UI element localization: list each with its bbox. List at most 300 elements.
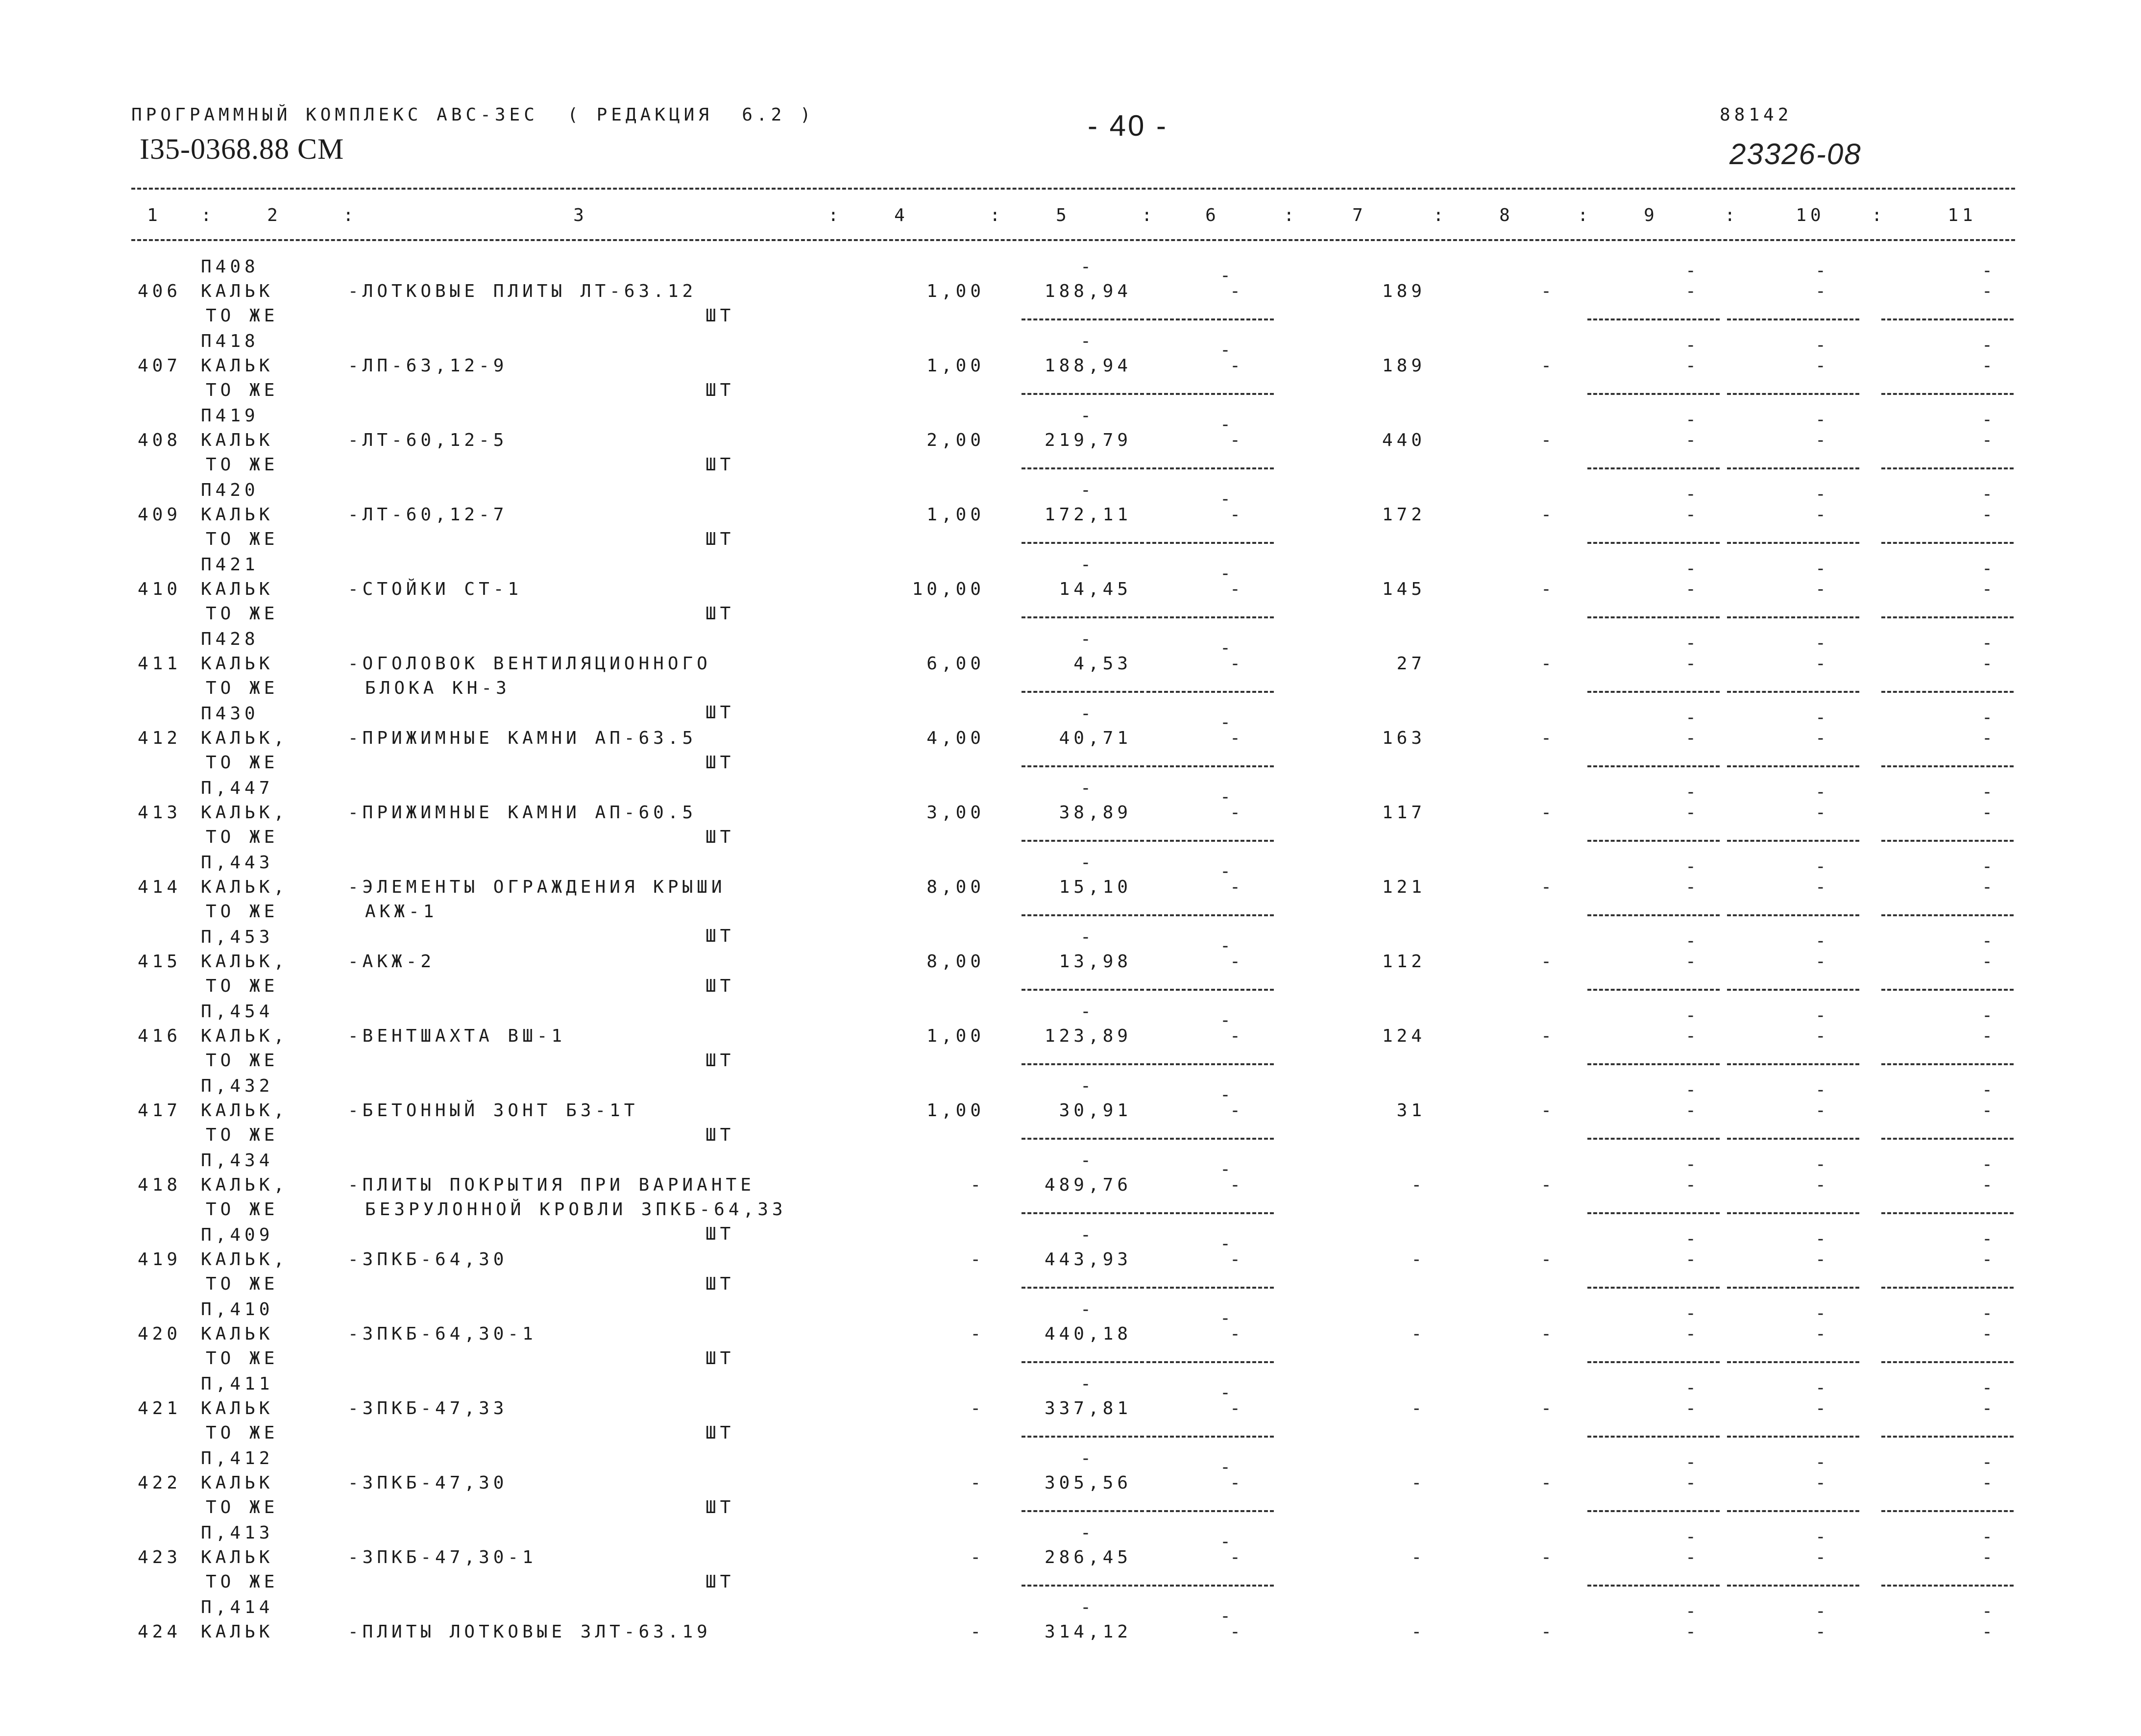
code-label: КАЛЬК xyxy=(201,505,274,525)
dash-mark: - xyxy=(1230,1249,1244,1270)
item-name: -БЕТОННЫЙ ЗОНТ БЗ-1Т xyxy=(348,1100,639,1121)
quantity: 1,00 xyxy=(926,1026,985,1046)
ref-number: П,454 xyxy=(201,1002,274,1022)
column-header-2: 2 xyxy=(267,205,282,225)
dash-mark: - xyxy=(1815,1249,1830,1270)
dash-mark: - xyxy=(1230,281,1244,301)
dash-mark: - xyxy=(1220,1159,1235,1179)
quantity: - xyxy=(970,1547,985,1567)
subtotal-underline xyxy=(1587,914,1720,916)
ref-number: П,447 xyxy=(201,778,274,798)
dash-mark: - xyxy=(1815,430,1830,450)
unit-price: 38,89 xyxy=(1059,803,1132,823)
row-number: 406 xyxy=(137,281,181,301)
unit-price: 489,76 xyxy=(1044,1175,1132,1195)
item-name: -СТОЙКИ СТ-1 xyxy=(348,579,523,599)
subtotal-underline xyxy=(1587,467,1720,469)
unit-price: 188,94 xyxy=(1044,356,1132,376)
code-label: ТО ЖЕ xyxy=(206,1274,279,1294)
dash-mark: - xyxy=(1220,1085,1235,1105)
subtotal-underline xyxy=(1146,1212,1274,1214)
subtotal-underline xyxy=(1881,914,2014,916)
ref-number: П418 xyxy=(201,331,259,351)
column-separator: : xyxy=(828,205,841,225)
unit-label: ШТ xyxy=(706,1348,735,1369)
unit-price: 443,93 xyxy=(1044,1249,1132,1270)
code-label: ТО ЖЕ xyxy=(206,306,279,326)
dash-mark: - xyxy=(1982,877,1996,897)
dash-mark: - xyxy=(1982,1527,1996,1547)
unit-price: 15,10 xyxy=(1059,877,1132,897)
dash-mark: - xyxy=(1080,853,1095,873)
dash-mark: - xyxy=(1541,1026,1556,1046)
dash-mark: - xyxy=(1815,1175,1830,1195)
dash-mark: - xyxy=(1815,1005,1830,1026)
subtotal-underline xyxy=(1022,1436,1144,1438)
dash-mark: - xyxy=(1685,579,1700,599)
dash-mark: - xyxy=(1080,480,1095,500)
subtotal-underline xyxy=(1146,1063,1274,1065)
code-label: ТО ЖЕ xyxy=(206,1572,279,1592)
dash-mark: - xyxy=(1685,410,1700,430)
quantity: 8,00 xyxy=(926,952,985,972)
dash-mark: - xyxy=(1685,1026,1700,1046)
dash-mark: - xyxy=(1220,1234,1235,1254)
code-label: КАЛЬК, xyxy=(201,803,289,823)
dash-mark: - xyxy=(1230,1547,1244,1567)
dash-mark: - xyxy=(1685,1324,1700,1344)
dash-mark: - xyxy=(1815,505,1830,525)
code-label: КАЛЬК, xyxy=(201,728,289,748)
dash-mark: - xyxy=(1230,1026,1244,1046)
row-number: 410 xyxy=(137,579,181,599)
dash-mark: - xyxy=(1815,579,1830,599)
row-number: 414 xyxy=(137,877,181,897)
dash-mark: - xyxy=(1982,261,1996,281)
dash-mark: - xyxy=(1982,803,1996,823)
total-value: 163 xyxy=(1382,728,1426,748)
subtotal-underline xyxy=(1881,840,2014,842)
code-label: ТО ЖЕ xyxy=(206,1125,279,1145)
subtotal-underline xyxy=(1587,616,1720,618)
subtotal-underline xyxy=(1022,1510,1144,1512)
row-number: 412 xyxy=(137,728,181,748)
unit-label: ШТ xyxy=(706,1125,735,1145)
subtotal-underline xyxy=(1146,318,1274,320)
item-name: -ЛТ-60,12-5 xyxy=(348,430,508,450)
subtotal-underline xyxy=(1146,989,1274,991)
quantity: 3,00 xyxy=(926,803,985,823)
unit-price: 4,53 xyxy=(1073,654,1132,674)
item-name: -ПРИЖИМНЫЕ КАМНИ АП-63.5 xyxy=(348,728,697,748)
dash-mark: - xyxy=(1685,877,1700,897)
item-name: -АКЖ-2 xyxy=(348,952,436,972)
subtotal-underline xyxy=(1587,1585,1720,1587)
dash-mark: - xyxy=(1815,356,1830,376)
subtotal-underline xyxy=(1022,616,1144,618)
total-value: 112 xyxy=(1382,952,1426,972)
dash-mark: - xyxy=(1982,1452,1996,1472)
dash-mark: - xyxy=(1080,331,1095,351)
subtotal-underline xyxy=(1587,318,1720,320)
dash-mark: - xyxy=(1982,1100,1996,1121)
quantity: 10,00 xyxy=(912,579,985,599)
dash-mark: - xyxy=(1685,1175,1700,1195)
row-number: 417 xyxy=(137,1100,181,1121)
subtotal-underline xyxy=(1146,393,1274,395)
dash-mark: - xyxy=(1982,1601,1996,1621)
dash-mark: - xyxy=(1815,1229,1830,1249)
unit-price: 286,45 xyxy=(1044,1547,1132,1567)
ref-number: П,411 xyxy=(201,1374,274,1394)
code-label: ТО ЖЕ xyxy=(206,380,279,400)
dash-mark: - xyxy=(1220,1532,1235,1552)
code-label: ТО ЖЕ xyxy=(206,529,279,549)
code-label: ТО ЖЕ xyxy=(206,1423,279,1443)
row-number: 415 xyxy=(137,952,181,972)
dash-mark: - xyxy=(1982,708,1996,728)
subtotal-underline xyxy=(1022,1287,1144,1289)
dash-mark: - xyxy=(1080,704,1095,724)
dash-mark: - xyxy=(1685,1229,1700,1249)
handwritten-number: 23326-08 xyxy=(1729,138,1862,171)
code-label: КАЛЬК xyxy=(201,579,274,599)
subtotal-underline xyxy=(1587,1138,1720,1140)
quantity: 6,00 xyxy=(926,654,985,674)
code-label: КАЛЬК xyxy=(201,654,274,674)
subtotal-underline xyxy=(1146,1585,1274,1587)
dash-mark: - xyxy=(1982,484,1996,504)
dash-mark: - xyxy=(1080,1448,1095,1468)
code-label: КАЛЬК xyxy=(201,430,274,450)
dash-mark: - xyxy=(1815,1100,1830,1121)
dash-mark: - xyxy=(1220,936,1235,956)
dash-mark: - xyxy=(1230,877,1244,897)
dash-mark: - xyxy=(1815,952,1830,972)
subtotal-underline xyxy=(1146,1361,1274,1363)
row-number: 423 xyxy=(137,1547,181,1567)
dash-mark: - xyxy=(1982,505,1996,525)
dash-mark: - xyxy=(1982,1622,1996,1642)
dash-mark: - xyxy=(1815,1547,1830,1567)
dash-mark: - xyxy=(1230,1100,1244,1121)
total-value: 189 xyxy=(1382,281,1426,301)
quantity: - xyxy=(970,1249,985,1270)
dash-mark: - xyxy=(1230,505,1244,525)
subtotal-underline xyxy=(1727,1585,1859,1587)
dash-mark: - xyxy=(1685,335,1700,355)
quantity: - xyxy=(970,1324,985,1344)
subtotal-underline xyxy=(1727,989,1859,991)
subtotal-underline xyxy=(1022,318,1144,320)
dash-mark: - xyxy=(1982,782,1996,802)
subtotal-underline xyxy=(1727,393,1859,395)
subtotal-underline xyxy=(1881,989,2014,991)
column-separator: : xyxy=(990,205,1002,225)
quantity: - xyxy=(970,1473,985,1493)
dash-mark: - xyxy=(1685,1398,1700,1418)
subtotal-underline xyxy=(1022,691,1144,693)
subtotal-underline xyxy=(1146,914,1274,916)
dash-mark: - xyxy=(1685,1452,1700,1472)
dash-mark: - xyxy=(1230,579,1244,599)
subtotal-underline xyxy=(1727,840,1859,842)
unit-price: 123,89 xyxy=(1044,1026,1132,1046)
code-label: ТО ЖЕ xyxy=(206,1199,279,1220)
item-name: -ЛОТКОВЫЕ ПЛИТЫ ЛТ-63.12 xyxy=(348,281,697,301)
dash-mark: - xyxy=(1815,633,1830,653)
code-label: ТО ЖЕ xyxy=(206,902,279,922)
code-label: КАЛЬК xyxy=(201,281,274,301)
dash-mark: - xyxy=(1685,1378,1700,1398)
dash-mark: - xyxy=(1982,654,1996,674)
column-header-10: 10 xyxy=(1796,205,1825,225)
dash-mark: - xyxy=(1685,1154,1700,1174)
unit-price: 314,12 xyxy=(1044,1622,1132,1642)
dash-mark: - xyxy=(1815,1378,1830,1398)
dash-mark: - xyxy=(1982,1473,1996,1493)
subtotal-underline xyxy=(1022,467,1144,469)
unit-price: 40,71 xyxy=(1059,728,1132,748)
dash-mark: - xyxy=(1982,952,1996,972)
subtotal-underline xyxy=(1146,691,1274,693)
dash-mark: - xyxy=(1982,1547,1996,1567)
dash-mark: - xyxy=(1080,1299,1095,1320)
total-value: 145 xyxy=(1382,579,1426,599)
code-label: ТО ЖЕ xyxy=(206,1348,279,1369)
dash-mark: - xyxy=(1080,1150,1095,1171)
ref-number: П,413 xyxy=(201,1523,274,1543)
dash-mark: - xyxy=(1685,1303,1700,1323)
dash-mark: - xyxy=(1230,1324,1244,1344)
subtotal-underline xyxy=(1727,765,1859,767)
subtotal-underline xyxy=(1587,840,1720,842)
quantity: 4,00 xyxy=(926,728,985,748)
subtotal-underline xyxy=(1587,1361,1720,1363)
item-name: -ВЕНТШАХТА ВШ-1 xyxy=(348,1026,566,1046)
row-number: 413 xyxy=(137,803,181,823)
subtotal-underline xyxy=(1881,1287,2014,1289)
dash-mark: - xyxy=(1685,931,1700,951)
column-header-7: 7 xyxy=(1352,205,1367,225)
dash-mark: - xyxy=(1220,1308,1235,1328)
row-number: 407 xyxy=(137,356,181,376)
column-header-9: 9 xyxy=(1644,205,1658,225)
row-number: 408 xyxy=(137,430,181,450)
dash-mark: - xyxy=(1982,410,1996,430)
dash-mark: - xyxy=(1982,1398,1996,1418)
dash-mark: - xyxy=(1220,563,1235,584)
dash-mark: - xyxy=(1982,633,1996,653)
column-separator: : xyxy=(1725,205,1737,225)
column-header-6: 6 xyxy=(1205,205,1220,225)
dash-mark: - xyxy=(1982,1229,1996,1249)
dash-mark: - xyxy=(1541,728,1556,748)
code-label: КАЛЬК, xyxy=(201,1100,289,1121)
dash-mark: - xyxy=(1815,1452,1830,1472)
total-value: 117 xyxy=(1382,803,1426,823)
unit-price: 440,18 xyxy=(1044,1324,1132,1344)
dash-mark: - xyxy=(1685,1473,1700,1493)
column-header-4: 4 xyxy=(894,205,909,225)
subtotal-underline xyxy=(1146,542,1274,544)
dash-mark: - xyxy=(1982,579,1996,599)
subtotal-underline xyxy=(1881,1585,2014,1587)
dash-mark: - xyxy=(1685,633,1700,653)
dash-mark: - xyxy=(1230,356,1244,376)
code-label: КАЛЬК xyxy=(201,356,274,376)
dash-mark: - xyxy=(1080,406,1095,426)
subtotal-underline xyxy=(1881,1063,2014,1065)
subtotal-underline xyxy=(1022,1063,1144,1065)
dash-mark: - xyxy=(1982,931,1996,951)
subtotal-underline xyxy=(1727,1436,1859,1438)
dash-mark: - xyxy=(1982,1324,1996,1344)
dash-mark: - xyxy=(1982,1026,1996,1046)
subtotal-underline xyxy=(1146,1287,1274,1289)
dash-mark: - xyxy=(1815,877,1830,897)
dash-mark: - xyxy=(1815,856,1830,877)
unit-label: ШТ xyxy=(706,455,735,475)
column-separator: : xyxy=(1284,205,1296,225)
quantity: - xyxy=(970,1622,985,1642)
subtotal-underline xyxy=(1022,1138,1144,1140)
unit-label: ШТ xyxy=(706,1572,735,1592)
subtotal-underline xyxy=(1022,765,1144,767)
unit-label: ШТ xyxy=(706,976,735,996)
dash-mark: - xyxy=(1685,1527,1700,1547)
ref-number: П421 xyxy=(201,555,259,575)
item-name: -ЛП-63,12-9 xyxy=(348,356,508,376)
dash-mark: - xyxy=(1982,1175,1996,1195)
dash-mark: - xyxy=(1220,861,1235,881)
dash-mark: - xyxy=(1685,708,1700,728)
column-separator: : xyxy=(201,205,214,225)
code-label: ТО ЖЕ xyxy=(206,976,279,996)
ref-number: П,409 xyxy=(201,1225,274,1245)
quantity: - xyxy=(970,1398,985,1418)
ref-number: П420 xyxy=(201,480,259,500)
dash-mark: - xyxy=(1815,1026,1830,1046)
subtotal-underline xyxy=(1146,616,1274,618)
subtotal-underline xyxy=(1881,1510,2014,1512)
subtotal-underline xyxy=(1587,765,1720,767)
dash-mark: - xyxy=(1815,1622,1830,1642)
dash-mark: - xyxy=(1220,1383,1235,1403)
unit-label: ШТ xyxy=(706,1497,735,1517)
ref-number: П,412 xyxy=(201,1448,274,1468)
unit-label: ШТ xyxy=(706,306,735,326)
quantity: 2,00 xyxy=(926,430,985,450)
dash-mark: - xyxy=(1080,629,1095,649)
dash-mark: - xyxy=(1815,1527,1830,1547)
row-number: 420 xyxy=(137,1324,181,1344)
unit-label: ШТ xyxy=(706,753,735,773)
total-value: - xyxy=(1411,1249,1426,1270)
column-separator: : xyxy=(1142,205,1154,225)
subtotal-underline xyxy=(1881,616,2014,618)
dash-mark: - xyxy=(1230,728,1244,748)
dash-mark: - xyxy=(1080,555,1095,575)
unit-price: 13,98 xyxy=(1059,952,1132,972)
subtotal-underline xyxy=(1587,1212,1720,1214)
ref-number: П,414 xyxy=(201,1597,274,1617)
subtotal-underline xyxy=(1587,542,1720,544)
code-label: КАЛЬК xyxy=(201,1398,274,1418)
subtotal-underline xyxy=(1727,1212,1859,1214)
subtotal-underline xyxy=(1727,542,1859,544)
total-value: 440 xyxy=(1382,430,1426,450)
subtotal-underline xyxy=(1022,1212,1144,1214)
subtotal-underline xyxy=(1881,1361,2014,1363)
dash-mark: - xyxy=(1230,803,1244,823)
code-label: ТО ЖЕ xyxy=(206,827,279,847)
row-number: 416 xyxy=(137,1026,181,1046)
subtotal-underline xyxy=(1727,1510,1859,1512)
subtotal-underline xyxy=(1881,1212,2014,1214)
dash-mark: - xyxy=(1685,356,1700,376)
item-name: -3ПКБ-64,30-1 xyxy=(348,1324,537,1344)
dash-mark: - xyxy=(1541,1622,1556,1642)
dash-mark: - xyxy=(1230,952,1244,972)
item-name: АКЖ-1 xyxy=(365,902,438,922)
subtotal-underline xyxy=(1881,467,2014,469)
column-separator: : xyxy=(1578,205,1590,225)
subtotal-underline xyxy=(1881,1436,2014,1438)
dash-mark: - xyxy=(1815,281,1830,301)
total-value: 172 xyxy=(1382,505,1426,525)
dash-mark: - xyxy=(1982,1249,1996,1270)
dash-mark: - xyxy=(1815,931,1830,951)
dash-mark: - xyxy=(1815,261,1830,281)
column-header-11: 11 xyxy=(1947,205,1977,225)
column-header-3: 3 xyxy=(573,205,588,225)
dash-mark: - xyxy=(1685,281,1700,301)
dash-mark: - xyxy=(1220,266,1235,286)
item-name: -ЭЛЕМЕНТЫ ОГРАЖДЕНИЯ КРЫШИ xyxy=(348,877,726,897)
ref-number: П,453 xyxy=(201,927,274,947)
dash-mark: - xyxy=(1220,712,1235,733)
dash-mark: - xyxy=(1685,1249,1700,1270)
dash-mark: - xyxy=(1685,856,1700,877)
unit-label: ШТ xyxy=(706,926,735,946)
code-label: КАЛЬК, xyxy=(201,952,289,972)
dash-mark: - xyxy=(1982,1154,1996,1174)
total-value: 27 xyxy=(1396,654,1426,674)
subtotal-underline xyxy=(1146,1510,1274,1512)
code-label: ТО ЖЕ xyxy=(206,678,279,698)
dash-mark: - xyxy=(1815,1601,1830,1621)
dash-mark: - xyxy=(1982,856,1996,877)
dash-mark: - xyxy=(1220,1457,1235,1477)
program-header: ПРОГРАММНЫЙ КОМПЛЕКС АВС-3ЕС ( РЕДАКЦИЯ 6.2 ) xyxy=(131,105,815,125)
item-name: -ПЛИТЫ ПОКРЫТИЯ ПРИ ВАРИАНТЕ xyxy=(348,1175,755,1195)
unit-label: ШТ xyxy=(706,1423,735,1443)
subtotal-underline xyxy=(1587,1510,1720,1512)
subtotal-underline xyxy=(1146,840,1274,842)
ref-number: П430 xyxy=(201,704,259,724)
unit-price: 219,79 xyxy=(1044,430,1132,450)
dash-mark: - xyxy=(1685,1100,1700,1121)
column-separator: : xyxy=(1433,205,1446,225)
subtotal-underline xyxy=(1022,1361,1144,1363)
dash-mark: - xyxy=(1220,787,1235,807)
dash-mark: - xyxy=(1080,778,1095,798)
dash-mark: - xyxy=(1815,1324,1830,1344)
dash-mark: - xyxy=(1541,654,1556,674)
dash-mark: - xyxy=(1815,410,1830,430)
dash-mark: - xyxy=(1815,559,1830,579)
